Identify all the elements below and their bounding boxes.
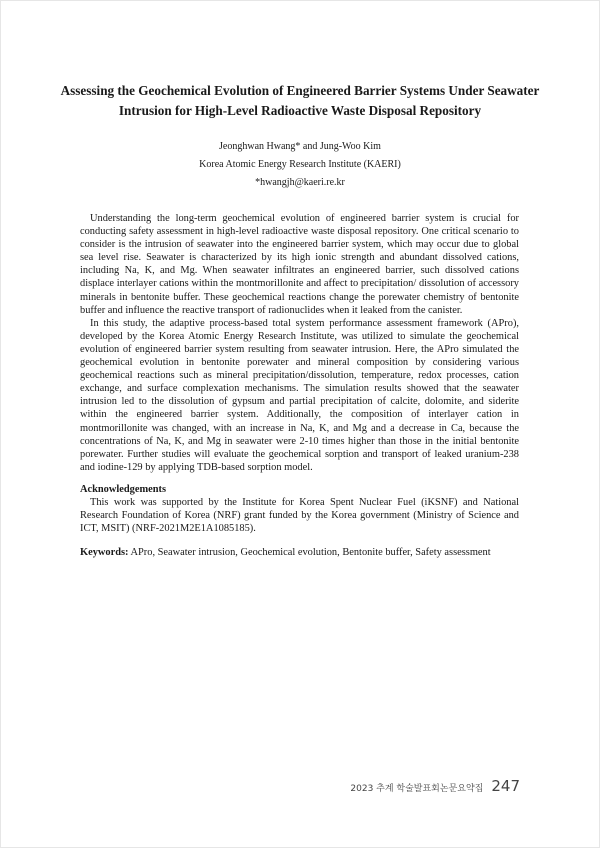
- acknowledgements-text: This work was supported by the Institute for Korea Spent Nuclear Fuel (iKSNF) and National Research Foundation of Korea (NRF) grant funded by the Korea government (Ministry of Science and ICT, MSIT) (NRF-2021M2E1A1085185).: [80, 496, 519, 535]
- keywords-line: [80, 546, 519, 559]
- paper-authors: Jeonghwan Hwang* and Jung-Woo Kim: [219, 141, 381, 152]
- abstract-paragraph-2: In this study, the adaptive process-based total system performance assessment framework (APro), developed by the Korea Atomic Energy Research Institute, was utilized to simulate the geochemical evolution of engineered barrier system resulting from seawater intrusion. Here, the APro simulated the geochemical evolution in bentonite porewater and mineral composition by considering various geochemical reactions such as mineral precipitation/dissolution, temperature, redox processes, cation exchange, and surface complexation mechanisms. The simulation results showed that the seawater intrusion led to the dissolution of gypsum and partial precipitation of calcite, dolomite, and siderite within the engineered barrier system. Additionally, the composition of interlayer cation in montmorillonite was changed, with an increase in Na, K, and Mg and a decrease in Ca, because the concentrations of Na, K, and Mg in seawater were 2-10 times higher than those in the initial bentonite porewater. Further studies will evaluate the geochemical sorption and transport of leaked uranium-238 and iodine-129 by applying TDB-based sorption model.: [80, 317, 519, 473]
- author-email: *hwangjh@kaeri.re.kr: [255, 177, 345, 188]
- page-number: 247: [491, 777, 520, 795]
- publication-name: 2023 추계 학술발표회논문요약집: [350, 784, 484, 794]
- acknowledgements-section: [80, 483, 519, 535]
- paper-affiliation: Korea Atomic Energy Research Institute (KAERI): [199, 159, 401, 170]
- paper-title: Assessing the Geochemical Evolution of Engineered Barrier Systems Under Seawater Intrusion for High-Level Radioactive Waste Disposal Repository: [60, 83, 540, 118]
- page-footer: [350, 777, 520, 795]
- acknowledgements-heading: Acknowledgements: [80, 483, 167, 495]
- abstract-paragraph-1: Understanding the long-term geochemical evolution of engineered barrier system is crucial for conducting safety assessment in high-level radioactive waste disposal repository. One critical scenario to consider is the intrusion of seawater into the engineered barrier system, which may occur due to global sea level rise. Seawater is characterized by its high ionic strength and abundant dissolved cations, including Na, K, and Mg. When seawater infiltrates an engineered barrier, such dissolved cations displace interlayer cations within the montmorillonite and affect to precipitation/ dissolution of accessory minerals in bentonite buffer. These geochemical reactions change the porewater chemistry of bentonite buffer and influence the reactive transport of radionuclides when it leaked from the canister.: [80, 213, 519, 316]
- keywords-text: APro, Seawater intrusion, Geochemical evolution, Bentonite buffer, Safety assessment: [130, 547, 491, 559]
- paper-body: [80, 212, 519, 559]
- keywords-label: Keywords:: [80, 547, 129, 559]
